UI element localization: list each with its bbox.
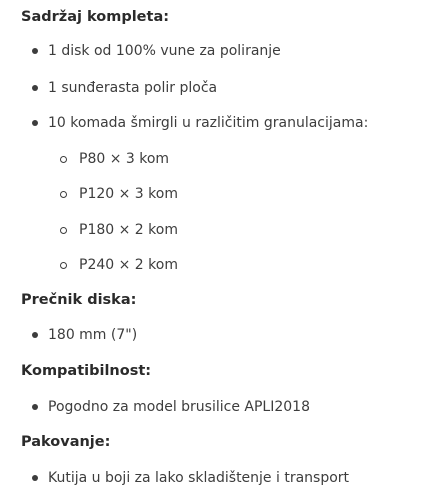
- bullet-icon: [32, 85, 38, 91]
- bullet-icon: [32, 404, 38, 410]
- bullet-icon: [32, 475, 38, 481]
- hollow-bullet-icon: [60, 227, 67, 234]
- section-heading-diameter: Prečnik diska:: [21, 292, 137, 308]
- hollow-bullet-icon: [60, 262, 67, 269]
- section-heading-compatibility: Kompatibilnost:: [21, 363, 152, 379]
- hollow-bullet-icon: [60, 156, 67, 163]
- bullet-icon: [32, 48, 38, 54]
- product-spec-content: Sadržaj kompleta: 1 disk od 100% vune za poliranje 1 sunđerasta polir ploča 10 komada šmirgli u različitim granulacijama: P80 × 3 kom P120 × 3 kom P180 × 2 kom P240 × 2 kom Prečnik diska: 180 mm (7") Kompatibilnost: Pogodno za model brusilice APLI2018 Pakovanje: Kutija u boji za lako skladištenje i transport: [21, 9, 369, 486]
- hollow-bullet-icon: [60, 191, 67, 198]
- section-heading-contents: Sadržaj kompleta:: [21, 9, 170, 25]
- section-heading-packaging: Pakovanje:: [21, 434, 111, 450]
- bullet-icon: [32, 332, 38, 338]
- bullet-icon: [32, 120, 38, 126]
